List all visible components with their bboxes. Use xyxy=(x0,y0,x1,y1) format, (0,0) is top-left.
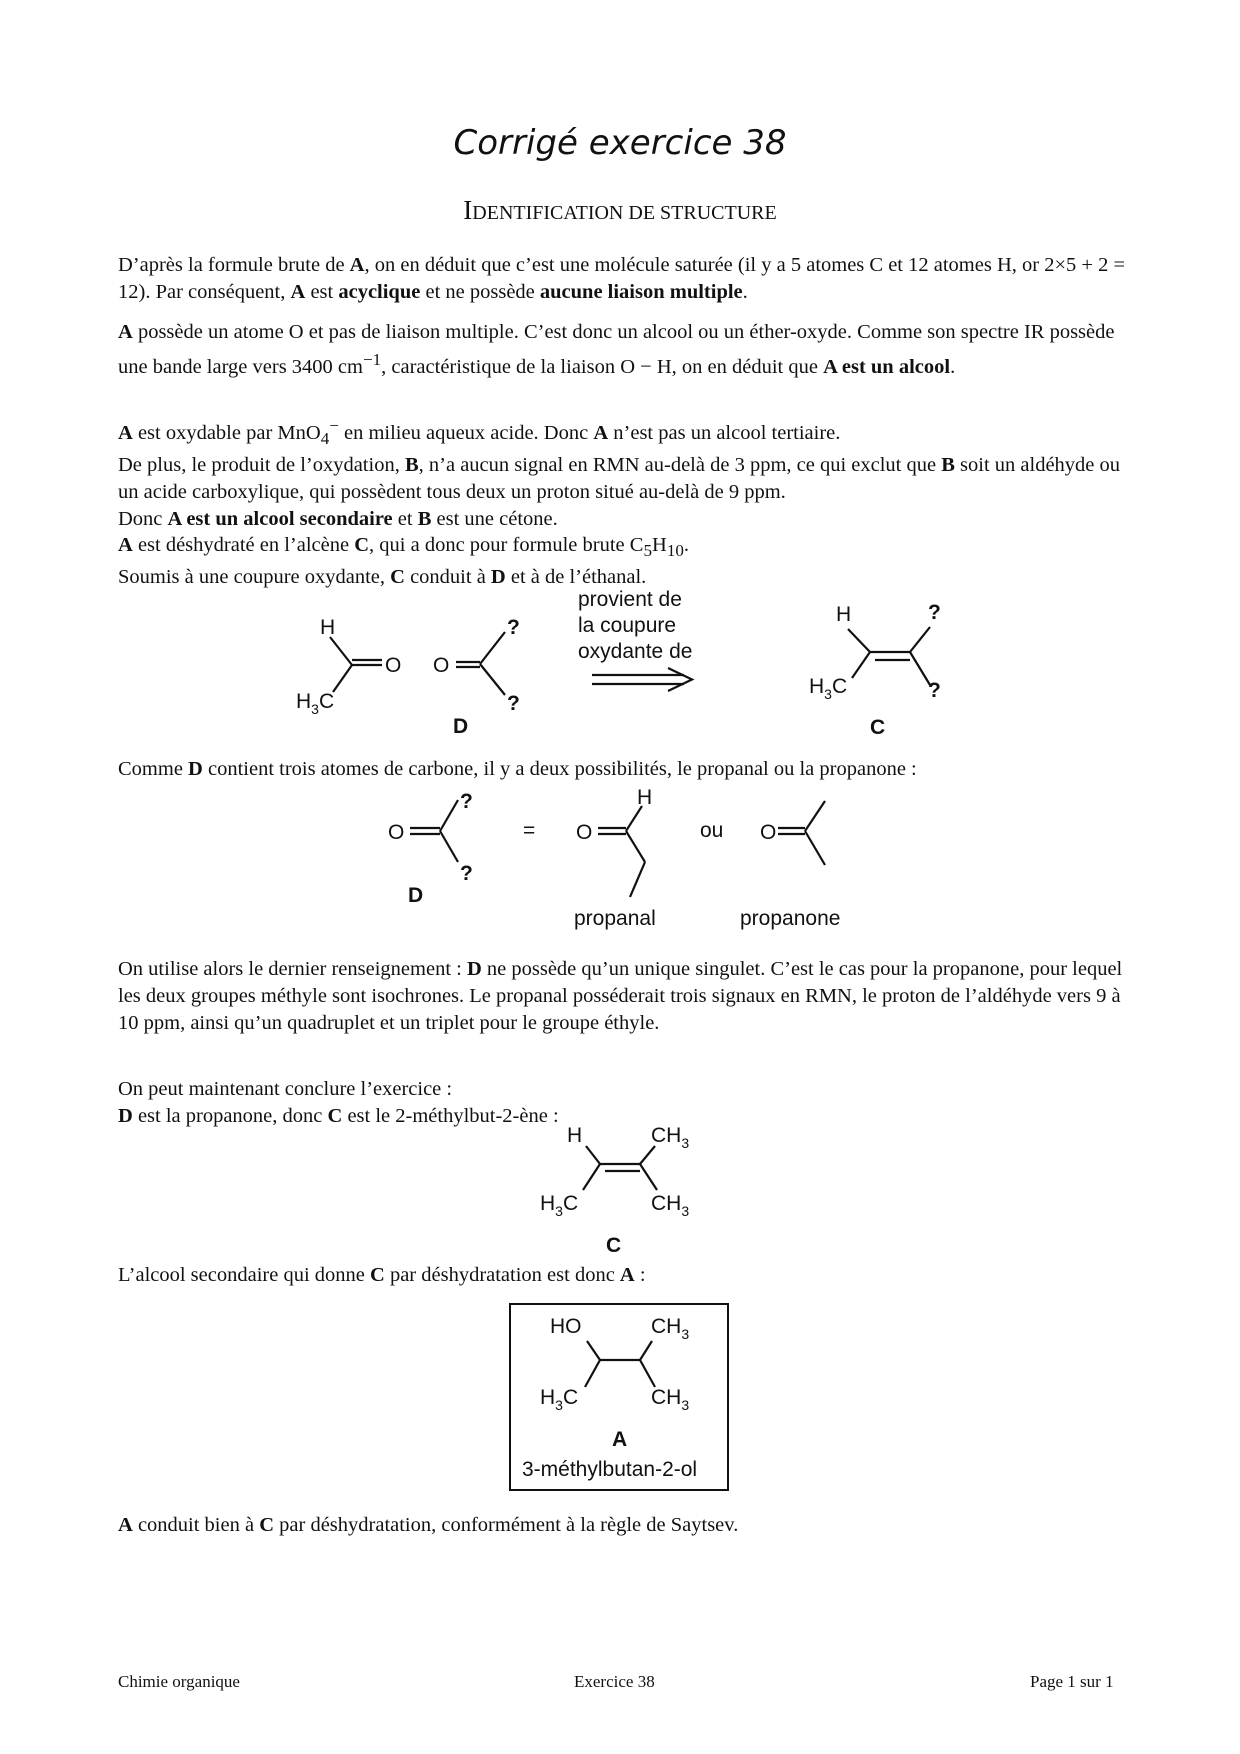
equals-sign: = xyxy=(523,819,536,842)
text: On utilise alors le dernier renseignement : xyxy=(118,958,467,980)
bold-text: C xyxy=(354,534,370,556)
paragraph-dehydration xyxy=(118,532,1128,591)
text: , qui a donc pour formule brute C xyxy=(369,534,644,556)
paragraph-saytsev xyxy=(118,1512,1128,1539)
c-h-label: H xyxy=(836,603,852,626)
ethanal-h3c-label xyxy=(296,690,334,717)
d-label: D xyxy=(453,715,469,738)
text: est la propanone, donc xyxy=(132,1105,328,1127)
text: D’après la formule brute de xyxy=(118,254,350,276)
ch3-top-right-label xyxy=(651,1315,689,1342)
text: . xyxy=(950,355,956,378)
text: conduit à xyxy=(404,566,491,589)
bold-text: C xyxy=(370,1264,385,1286)
bold-text: A est un alcool xyxy=(823,355,951,378)
d-label: D xyxy=(408,884,424,907)
subtitle-smallcaps: DENTIFICATION DE STRUCTURE xyxy=(472,202,777,224)
paragraph-ir xyxy=(118,319,1128,381)
or-label: ou xyxy=(700,819,724,842)
a-label: A xyxy=(612,1428,628,1451)
h3c-3: 3 xyxy=(824,686,832,702)
text: est une cétone. xyxy=(431,507,558,530)
page-title: Corrigé exercice 38 xyxy=(453,123,787,163)
text: ne possède qu’un unique singulet. C’est le cas pour la propanone, pour lequel les deux groupes méthyle sont isochrones. Le propanal posséderait trois signaux en RMN, le proton de l’aldéhyde vers 9 à 10 ppm, ainsi qu’un quadruplet et un triplet pour le groupe éthyle. xyxy=(118,958,1123,1034)
text: est déshydraté en l’alcène xyxy=(132,534,355,556)
text: On peut maintenant conclure l’exercice : xyxy=(118,1078,453,1100)
propanal-label: propanal xyxy=(574,907,656,930)
text: et xyxy=(392,507,418,530)
text: est xyxy=(305,281,339,303)
text: Donc xyxy=(118,507,168,530)
superscript: − xyxy=(329,416,339,435)
text: est le 2-méthylbut-2-ène : xyxy=(342,1105,559,1127)
propanone-o-label: O xyxy=(760,821,777,844)
text: par déshydratation, conformément à la règle de Saytsev. xyxy=(274,1514,739,1536)
h-label: H xyxy=(567,1124,583,1147)
h3c-c: C xyxy=(562,1192,579,1215)
ethanal-o-label: O xyxy=(385,654,402,677)
text: par déshydratation est donc xyxy=(384,1264,620,1286)
bold-text: A xyxy=(118,321,133,343)
bold-text: A xyxy=(619,1264,635,1286)
h3c-3: 3 xyxy=(311,701,319,717)
arrow-text-line3: oxydante de xyxy=(578,640,693,663)
ch3-ch: CH xyxy=(651,1124,682,1147)
bold-text: acyclique xyxy=(338,281,421,303)
ch3-3: 3 xyxy=(681,1203,690,1219)
d-question-top: ? xyxy=(507,616,520,639)
text: en milieu aqueux acide. Donc xyxy=(338,421,594,444)
paragraph-nmr xyxy=(118,956,1128,1037)
paragraph-secondary-alcohol xyxy=(118,1262,1128,1289)
c-question-top: ? xyxy=(928,601,941,624)
text: Comme xyxy=(118,758,189,780)
h3c-3: 3 xyxy=(555,1397,563,1413)
arrow-text-line2: la coupure xyxy=(578,614,677,637)
paragraph-oxidation xyxy=(118,412,1128,533)
page-subtitle xyxy=(0,195,1240,226)
bold-text: D xyxy=(118,1105,133,1127)
ch3-bottom-right-label xyxy=(651,1386,689,1413)
bold-text: A xyxy=(118,534,133,556)
ch3-ch: CH xyxy=(651,1315,682,1338)
text: soit un aldéhyde ou un acide carboxylique, qui possèdent tous deux un proton situé au-delà de 9 ppm. xyxy=(118,453,1121,503)
text: L’alcool secondaire qui donne xyxy=(118,1264,370,1286)
bold-text: A xyxy=(118,1514,133,1536)
text: possède un atome O et pas de liaison multiple. C’est donc un alcool ou un éther-oxyde. Comme son spectre IR possède une bande large vers 3400 cm xyxy=(118,321,1115,378)
h3c-h: H xyxy=(296,690,312,713)
text: Soumis à une coupure oxydante, xyxy=(118,566,391,589)
h3c-c: C xyxy=(318,690,335,713)
paragraph-formula xyxy=(118,252,1128,306)
text: , on en déduit que c’est une molécule saturée (il y a 5 atomes C et 12 atomes H, or 2×5 + 2 = 12). Par conséquent, xyxy=(118,254,1126,303)
bold-text: C xyxy=(390,566,405,589)
h3c-label xyxy=(540,1192,578,1219)
text: , caractéristique de la liaison O − H, on en déduit que xyxy=(381,355,824,378)
bold-text: A xyxy=(593,421,609,444)
text: n’est pas un alcool tertiaire. xyxy=(608,421,841,444)
bold-text: B xyxy=(417,507,432,530)
bold-text: B xyxy=(404,453,419,476)
ch3-ch: CH xyxy=(651,1386,682,1409)
bold-text: A xyxy=(349,254,365,276)
d-o-label: O xyxy=(388,821,405,844)
text: . xyxy=(742,281,748,303)
text: conduit bien à xyxy=(132,1514,260,1536)
arrow-text-line1: provient de xyxy=(578,588,682,611)
h3c-h: H xyxy=(540,1192,556,1215)
c-label: C xyxy=(870,716,886,739)
c-label: C xyxy=(606,1234,622,1257)
d-question-bottom: ? xyxy=(460,862,473,885)
figure-propanal-propanone xyxy=(0,785,1240,935)
ho-label: HO xyxy=(550,1315,582,1338)
bold-text: aucune liaison multiple xyxy=(539,281,743,303)
bold-text: B xyxy=(941,453,955,476)
ch3-bottom-right-label xyxy=(651,1192,689,1219)
h3c-h: H xyxy=(809,675,825,698)
subscript: 5 xyxy=(643,541,652,561)
text: : xyxy=(634,1264,646,1286)
h3c-label xyxy=(540,1386,578,1413)
bold-text: C xyxy=(259,1514,275,1536)
text: . xyxy=(683,534,690,556)
d-question-bottom: ? xyxy=(507,692,520,715)
subtitle-initial: I xyxy=(463,195,473,225)
text: , n’a aucun signal en RMN au-delà de 3 ppm, ce qui exclut que xyxy=(418,453,942,476)
text: De plus, le produit de l’oxydation, xyxy=(118,453,405,476)
ethanal-h-label: H xyxy=(320,616,336,639)
h3c-3: 3 xyxy=(555,1203,563,1219)
footer-center: Exercice 38 xyxy=(574,1672,655,1691)
d-o-label: O xyxy=(433,654,450,677)
h3c-h: H xyxy=(540,1386,556,1409)
text: et ne possède xyxy=(420,281,540,303)
bold-text: A est un alcool secondaire xyxy=(167,507,393,530)
propanal-o-label: O xyxy=(576,821,593,844)
ch3-top-right-label xyxy=(651,1124,689,1151)
ch3-ch: CH xyxy=(651,1192,682,1215)
bold-text: D xyxy=(490,566,506,589)
c-h3c-label xyxy=(809,675,847,702)
bold-text: D xyxy=(188,758,203,780)
compound-name: 3-méthylbutan-2-ol xyxy=(522,1458,698,1481)
paragraph-possibilities xyxy=(118,756,1128,783)
footer-left: Chimie organique xyxy=(118,1672,240,1691)
propanal-h-label: H xyxy=(637,786,653,809)
bold-text: A xyxy=(118,421,133,444)
text: et à de l’éthanal. xyxy=(505,566,647,589)
text: est oxydable par MnO xyxy=(132,421,321,444)
footer-right: Page 1 sur 1 xyxy=(1030,1672,1114,1691)
h3c-c: C xyxy=(562,1386,579,1409)
subscript: 4 xyxy=(320,428,330,448)
h3c-c: C xyxy=(831,675,848,698)
ch3-3: 3 xyxy=(681,1397,690,1413)
subscript: 10 xyxy=(666,541,684,561)
bold-text: A xyxy=(290,281,306,303)
bold-text: D xyxy=(466,958,482,980)
ch3-3: 3 xyxy=(681,1135,690,1151)
bold-text: C xyxy=(327,1105,343,1127)
ch3-3: 3 xyxy=(681,1326,690,1342)
c-question-bottom: ? xyxy=(928,679,941,702)
text: contient trois atomes de carbone, il y a deux possibilités, le propanal ou la propanone : xyxy=(202,758,917,780)
text: H xyxy=(652,534,667,556)
superscript: −1 xyxy=(362,350,382,369)
figure-oxidative-cleavage xyxy=(0,585,1240,745)
propanone-label: propanone xyxy=(740,907,841,930)
figure-methylbutene xyxy=(0,1120,1240,1265)
d-question-top: ? xyxy=(460,790,473,813)
figure-answer-box xyxy=(0,1300,1240,1500)
